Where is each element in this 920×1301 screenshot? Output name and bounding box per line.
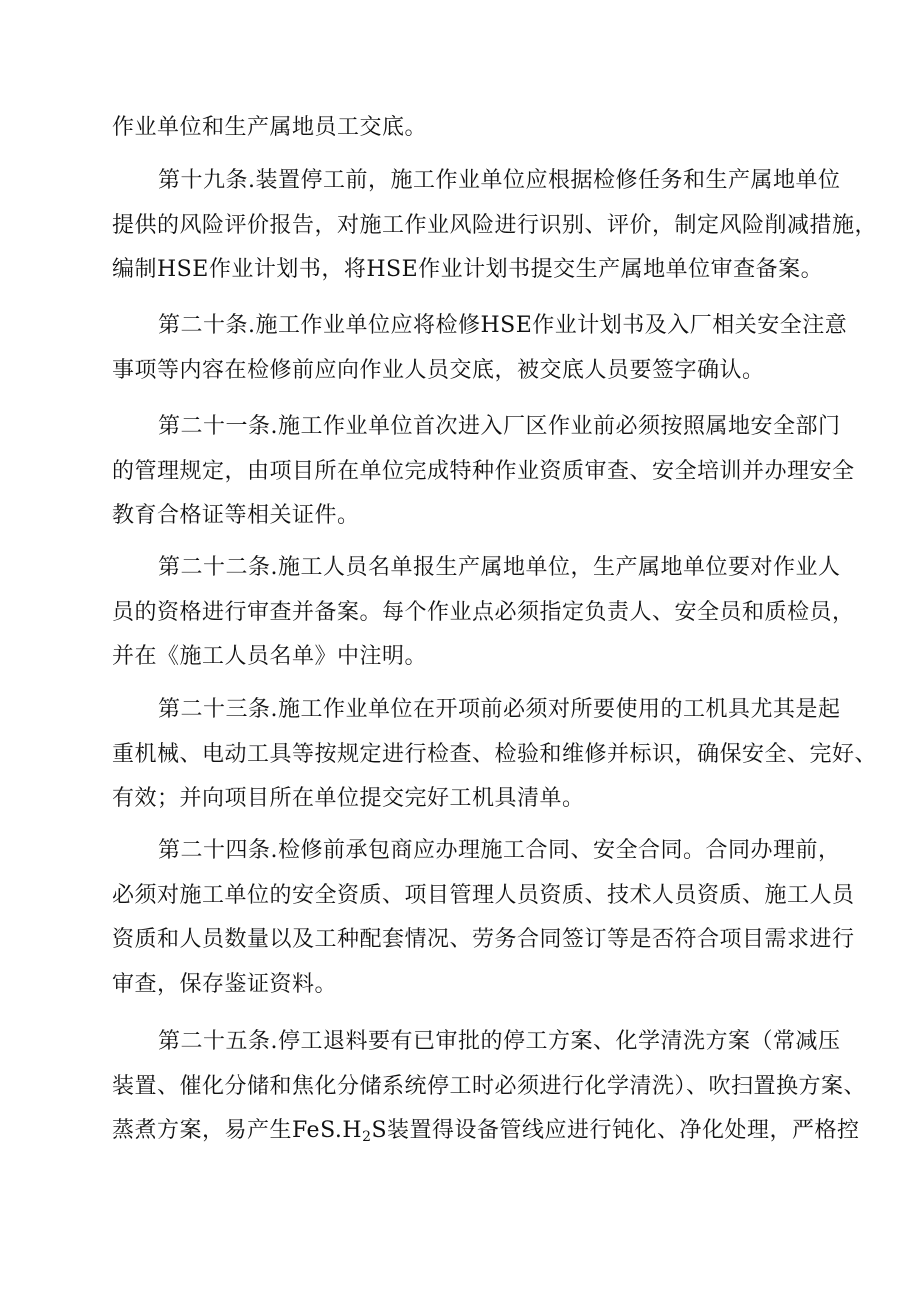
text-line: 装置、催化分储和焦化分储系统停工时必须进行化学清洗）、吹扫置换方案、 bbox=[112, 1073, 867, 1099]
text-line: 资质和人员数量以及工种配套情况、劳务合同签订等是否符合项目需求进行 bbox=[112, 927, 855, 952]
text-line: 事项等内容在检修前应向作业人员交底，被交底人员要签字确认。 bbox=[112, 357, 765, 383]
paragraph-article-21 bbox=[112, 405, 855, 539]
text-segment: 蒸煮方案，易产生FeS.H bbox=[112, 1118, 363, 1143]
text-line: 提供的风险评价报告，对施工作业风险进行识别、评价，制定风险削减措施， bbox=[112, 212, 878, 238]
text-line: 的管理规定，由项目所在单位完成特种作业资质审查、安全培训并办理安全 bbox=[112, 458, 855, 484]
text-line: 第二十一条.施工作业单位首次进入厂区作业前必须按照属地安全部门 bbox=[158, 414, 841, 439]
paragraph-article-24 bbox=[112, 829, 855, 1007]
text-line: 教育合格证等相关证件。 bbox=[112, 503, 360, 528]
text-line: 审查，保存鉴证资料。 bbox=[112, 971, 338, 997]
text-line: 第十九条.装置停工前，施工作业单位应根据检修任务和生产属地单位 bbox=[158, 168, 841, 193]
text-line: 作业单位和生产属地员工交底。 bbox=[112, 115, 428, 140]
paragraph-article-25 bbox=[112, 1020, 867, 1154]
text-line: 第二十三条.施工作业单位在开项前必须对所要使用的工机具尤其是起 bbox=[158, 697, 841, 722]
text-line-with-formula bbox=[112, 1109, 860, 1154]
paragraph-continuation bbox=[112, 106, 828, 151]
paragraph-article-23 bbox=[112, 688, 878, 822]
text-line: 员的资格进行审查并备案。每个作业点必须指定负责人、安全员和质检员， bbox=[112, 599, 855, 625]
paragraph-article-19 bbox=[112, 159, 878, 293]
text-line: 第二十五条.停工退料要有已审批的停工方案、化学清洗方案（常减压 bbox=[158, 1029, 841, 1054]
text-line: 编制HSE作业计划书，将HSE作业计划书提交生产属地单位审查备案。 bbox=[112, 257, 824, 282]
text-line: 并在《施工人员名单》中注明。 bbox=[112, 644, 428, 669]
subscript-2: 2 bbox=[362, 1129, 372, 1145]
text-line: 第二十四条.检修前承包商应办理施工合同、安全合同。合同办理前， bbox=[158, 838, 841, 863]
text-line: 必须对施工单位的安全资质、项目管理人员资质、技术人员资质、施工人员 bbox=[112, 882, 855, 908]
paragraph-article-20 bbox=[112, 304, 848, 393]
text-line: 第二十条.施工作业单位应将检修HSE作业计划书及入厂相关安全注意 bbox=[158, 313, 848, 338]
paragraph-article-22 bbox=[112, 546, 855, 680]
text-line: 重机械、电动工具等按规定进行检查、检验和维修并标识，确保安全、完好、 bbox=[112, 741, 878, 767]
text-line: 第二十二条.施工人员名单报生产属地单位，生产属地单位要对作业人 bbox=[158, 555, 841, 580]
text-line: 有效；并向项目所在单位提交完好工机具清单。 bbox=[112, 786, 585, 811]
text-segment: S装置得设备管线应进行钝化、净化处理，严格控 bbox=[371, 1118, 860, 1143]
